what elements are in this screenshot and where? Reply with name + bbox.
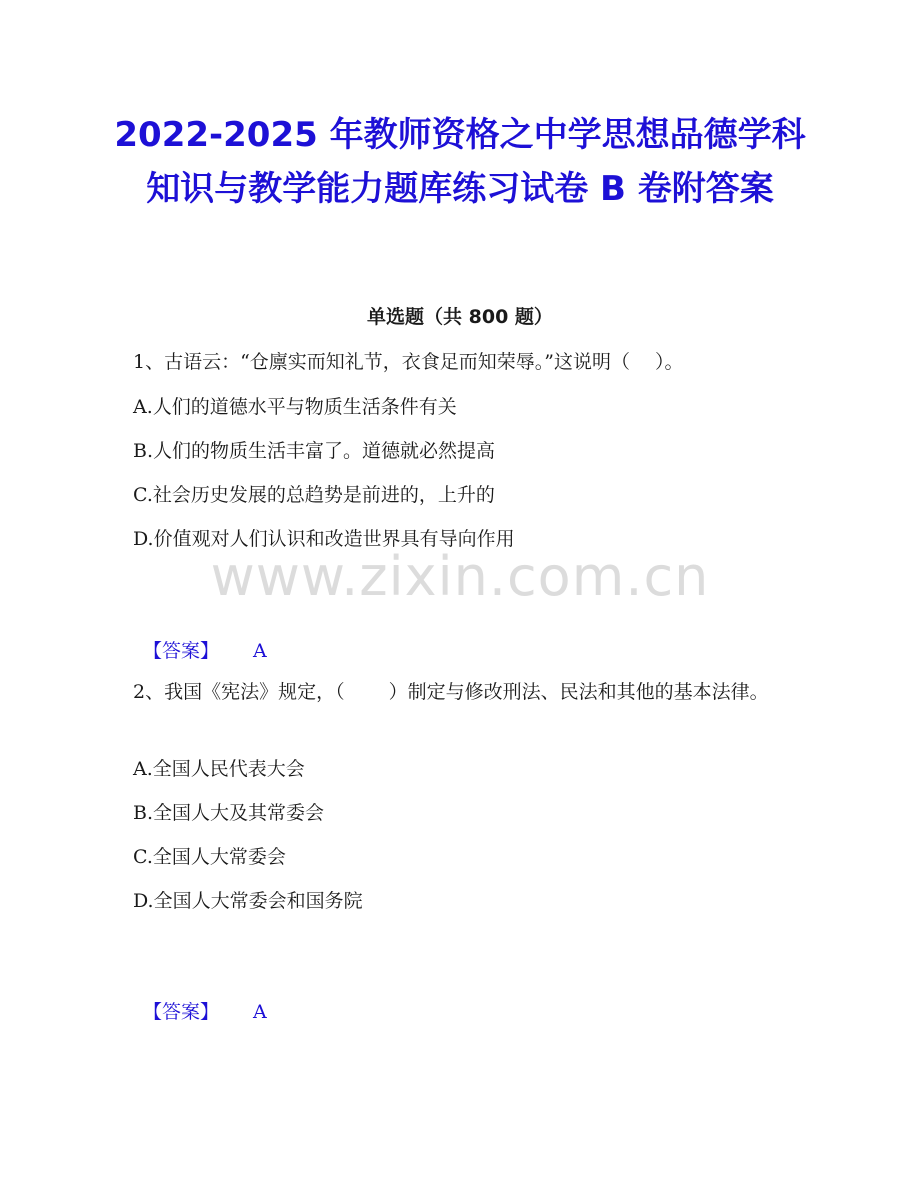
question-1-option-a: A.人们的道德水平与物质生活条件有关: [133, 396, 457, 418]
question-2-answer: [143, 997, 267, 1024]
answer-value: A: [253, 1001, 267, 1023]
question-1-option-b: B.人们的物质生活丰富了。道德就必然提高: [133, 440, 496, 462]
question-2-option-d: D.全国人大常委会和国务院: [133, 890, 363, 912]
section-heading: 单选题（共 800 题）: [367, 306, 553, 328]
question-1-option-c: C.社会历史发展的总趋势是前进的，上升的: [133, 484, 495, 506]
question-1-answer: [143, 636, 267, 663]
answer-label: 【答案】: [143, 1001, 220, 1023]
document-title: 2022-2025 年教师资格之中学思想品德学科知识与教学能力题库练习试卷 B 卷附答案: [114, 115, 806, 209]
question-1-stem: 1、古语云：“仓廪实而知礼节，衣食足而知荣辱。”这说明（ ）。: [133, 351, 684, 373]
answer-label: 【答案】: [143, 640, 220, 662]
question-1-option-d: D.价值观对人们认识和改造世界具有导向作用: [133, 528, 515, 550]
watermark: www.zixin.com.cn: [210, 545, 710, 608]
question-2-option-b: B.全国人大及其常委会: [133, 802, 325, 824]
question-2-option-a: A.全国人民代表大会: [133, 758, 305, 780]
question-2-option-c: C.全国人大常委会: [133, 846, 286, 868]
question-2-stem: 2、我国《宪法》规定，（ ）制定与修改刑法、民法和其他的基本法律。: [133, 681, 769, 703]
answer-value: A: [253, 640, 267, 662]
